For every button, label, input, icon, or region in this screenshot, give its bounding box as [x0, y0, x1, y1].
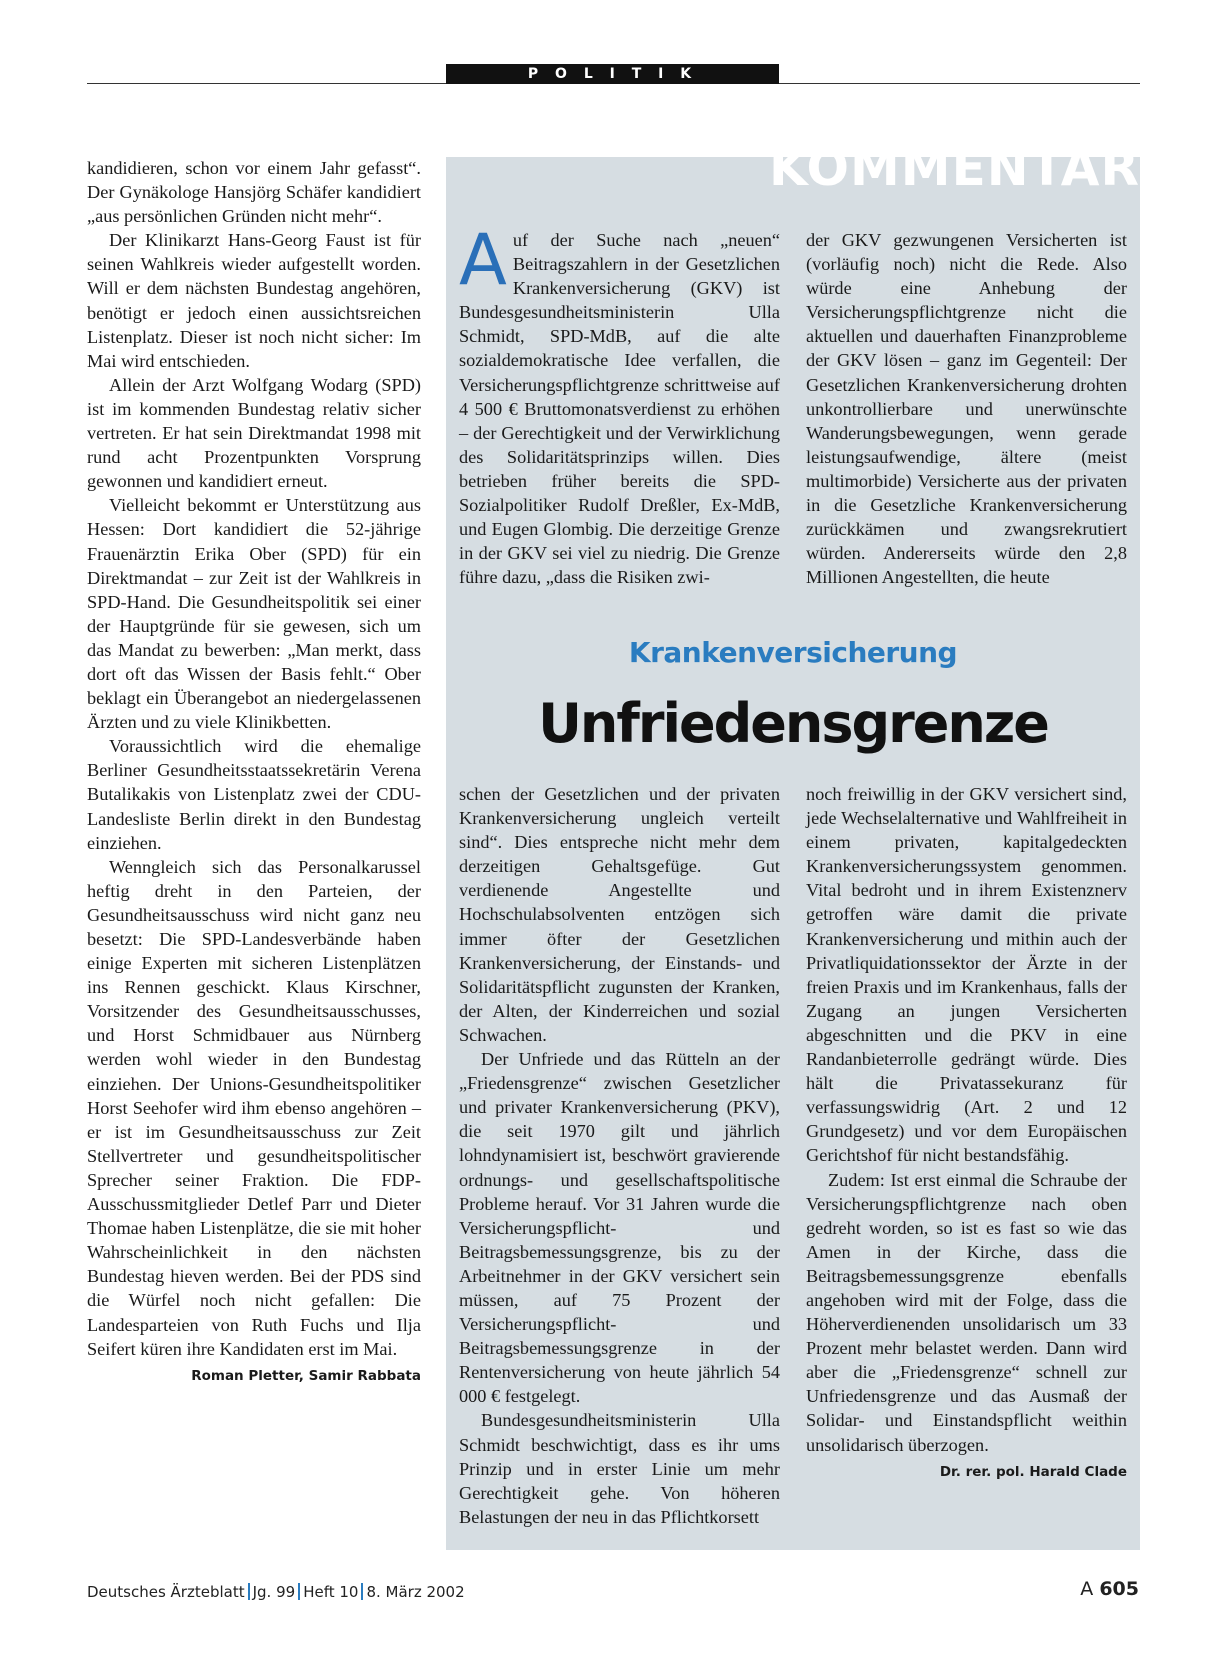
author-signature: Dr. rer. pol. Harald Clade: [939, 1463, 1127, 1480]
commentary-bottom-column-2: [806, 782, 1127, 1484]
commentary-paragraph-last: [806, 1168, 1127, 1480]
commentary-paragraph: noch freiwillig in der GKV versichert sind, jede Wechselalternative und Wahlfreiheit in einem privaten, kapitalgedeckten Krankenversicherungssystem genommen. Vital bedroht und in ihrem Existenznerv getroffen wäre damit die private Krankenversicherung und mithin auch der Privatliquidationssektor der Ärzte in der freien Praxis und im Krankenhaus, falls der Zugang an jungen Versicherten abgeschnitten und die PKV in eine Randanbieterrolle gedrängt würde. Dies hält die Privatassekuranz für verfassungswidrig (Art. 2 und 12 Grundgesetz) und vor dem Europäischen Gerichtshof für nicht bestandsfähig.: [806, 784, 1127, 1166]
left-paragraph: Voraussichtlich wird die ehemalige Berliner Gesundheitsstaatssekretärin Verena Butalikakis von Listenplatz zwei der CDU-Landesliste Berlin direkt in den Bundestag einziehen.: [87, 736, 421, 853]
footer-separator: [248, 1583, 250, 1600]
kicker: Krankenversicherung: [628, 636, 958, 669]
byline: Roman Pletter, Samir Rabbata: [191, 1367, 421, 1384]
page-number-value: 605: [1099, 1578, 1139, 1600]
left-paragraph: Der Klinikarzt Hans-Georg Faust ist für seinen Wahlkreis wieder aufgestellt worden. Will er dem nächsten Bundestag angehören, benötigt er jedoch einen aussichtsreichen Listenplatz. Dieser ist noch nicht sicher: Im Mai wird entschieden.: [87, 230, 421, 371]
page-prefix: A: [1080, 1578, 1094, 1600]
date: 8. März 2002: [366, 1583, 465, 1601]
left-paragraph: Vielleicht bekommt er Unterstützung aus Hessen: Dort kandidiert die 52-jährige Frauenärztin Erika Ober (SPD) für ein Direktmandat – zur Zeit ist der Wahlkreis in SPD-Hand. Die Gesundheitspolitik sei einer der Hauptgründe für sie gewesen, sich um das Mandat zu bewerben: „Man merkt, dass dort oft das Wissen der Basis fehlt.“ Ober beklagt ein Überangebot an niedergelassenen Ärzten und zu viele Klinikbetten.: [87, 495, 421, 733]
commentary-bottom-column-1: [459, 782, 780, 1529]
kommentar-label-text: KOMMENTAR: [769, 146, 1140, 196]
issue: Heft 10: [303, 1583, 359, 1601]
commentary-paragraph: Der Unfriede und das Rütteln an der „Friedensgrenze“ zwischen Gesetzlicher und privater Krankenversicherung (PKV), die seit 1970 gilt und jährlich lohndynamisiert ist, beschwört gravierende ordnungs- und gesellschaftspolitische Probleme herauf. Vor 31 Jahren wurde die Versicherungspflicht- und Beitragsbemessungsgrenze, bis zu der Arbeitnehmer in der GKV versichert sein müssen, auf 75 Prozent der Versicherungspflicht- und Beitragsbemessungsgrenze in der Rentenversicherung von heute jährlich 54 000 € festgelegt.: [459, 1049, 780, 1407]
commentary-paragraph-text: Zudem: Ist erst einmal die Schraube der Versicherungspflichtgrenze nach oben gedreht worden, so ist es fast so wie das Amen in der Kirche, dass die Beitragsbemessungsgrenze ebenfalls angehoben wird mit der Folge, dass die Höherverdienenden unsolidarisch um 33 Prozent mehr belastet werden. Dann wird aber die „Friedensgrenze“ schnell zur Unfriedensgrenze und das Ausmaß der Solidar- und Einstandspflicht weithin unsolidarisch überzogen.: [806, 1169, 1127, 1455]
footer-separator: [361, 1583, 363, 1600]
left-paragraph-last: [87, 855, 421, 1384]
footer-separator: [298, 1583, 300, 1600]
page-number: [1080, 1578, 1139, 1600]
footer: [87, 1583, 465, 1601]
volume: Jg. 99: [252, 1583, 296, 1601]
journal-name: Deutsches Ärzteblatt: [87, 1583, 245, 1601]
commentary-paragraph: der GKV gezwungenen Versicherten ist (vorläufig noch) nicht die Rede. Also würde eine Anhebung der Versicherungspflichtgrenze nicht die aktuellen und dauerhaften Finanzprobleme der GKV lösen – ganz im Gegenteil: Der Gesetzlichen Krankenversicherung drohten unkontrollierbare und unerwünschte Wanderungsbewegungen, wenn gerade leistungsaufwendige, ältere (meist multimorbide) Versicherte aus der privaten in die Gesetzliche Krankenversicherung zurückkämen und zwangsrekrutiert würden. Andererseits würde den 2,8 Millionen Angestellten, die heute: [806, 230, 1127, 588]
commentary-top-column-2: [806, 228, 1127, 589]
left-paragraph-text: Wenngleich sich das Personalkarussel heftig dreht in den Parteien, der Gesundheitsausschuss wird nicht ganz neu besetzt: Die SPD-Landesverbände haben einige Experten mit sicheren Listenplätzen ins Rennen geschickt. Klaus Kirschner, Vorsitzender des Gesundheitsausschusses, und Horst Schmidbauer aus Nürnberg werden wohl wieder in den Bundestag einziehen. Der Unions-Gesundheitspolitiker Horst Seehofer wird ihm ebenso angehören – er ist im Gesundheitsausschuss zur Zeit Stellvertreter und gesundheitspolitischer Sprecher seiner Fraktion. Die FDP-Ausschussmitglieder Detlef Parr und Dieter Thomae haben Listenplätze, die sie mit hoher Wahrscheinlichkeit in den nächsten Bundestag hieven werden. Bei der PDS sind die Würfel noch nicht gefallen: Die Landesparteien von Ruth Fuchs und Ilja Seifert küren ihre Kandidaten erst im Mai.: [87, 856, 421, 1359]
headline: Unfriedensgrenze: [538, 692, 1048, 755]
commentary-lead-paragraph: [459, 219, 780, 589]
left-column: [87, 156, 421, 1388]
kommentar-label: [446, 146, 1140, 196]
commentary-lead-text: uf der Suche nach „neuen“ Beitragszahlern in der Gesetzlichen Krankenversicherung (GKV) ist Bundesgesundheitsministerin Ulla Schmidt, SPD-MdB, auf die alte sozialdemokratische Idee verfallen, die Versicherungspflichtgrenze schrittweise auf 4 500 € Bruttomonatsverdienst zu erhöhen – der Gerechtigkeit und der Verwirklichung des Solidaritätsprinzips willen. Dies betrieben früher bereits die SPD-Sozialpolitiker Rudolf Dreßler, Ex-MdB, und Eugen Glombig. Die derzeitige Grenze in der GKV sei viel zu niedrig. Die Grenze führe dazu, „dass die Risiken zwi-: [459, 230, 780, 588]
left-paragraph: kandidieren, schon vor einem Jahr gefasst“. Der Gynäkologe Hansjörg Schäfer kandidiert „aus persönlichen Gründen nicht mehr“.: [87, 158, 421, 227]
section-label: P O L I T I K: [446, 64, 779, 84]
commentary-paragraph: Bundesgesundheitsministerin Ulla Schmidt beschwichtigt, dass es ihr ums Prinzip und in erster Linie um mehr Gerechtigkeit gehe. Von höheren Belastungen der neu in das Pflichtkorsett: [459, 1410, 780, 1527]
commentary-top-column-1: [459, 219, 780, 589]
dropcap: A: [459, 219, 507, 301]
commentary-paragraph: schen der Gesetzlichen und der privaten Krankenversicherung ungleich verteilt sind“. Dies entspreche nicht mehr dem derzeitigen Gehaltsgefüge. Gut verdienende Angestellte und Hochschulabsolventen entzögen sich immer öfter der Gesetzlichen Krankenversicherung, der Einstands- und Solidaritätspflicht zugunsten der Kranken, der Alten, der Kinderreichen und sozial Schwachen.: [459, 784, 780, 1045]
left-paragraph: Allein der Arzt Wolfgang Wodarg (SPD) ist im kommenden Bundestag relativ sicher vertreten. Er hat sein Direktmandat 1998 mit rund acht Prozentpunkten Vorsprung gewonnen und kandidiert erneut.: [87, 374, 421, 492]
